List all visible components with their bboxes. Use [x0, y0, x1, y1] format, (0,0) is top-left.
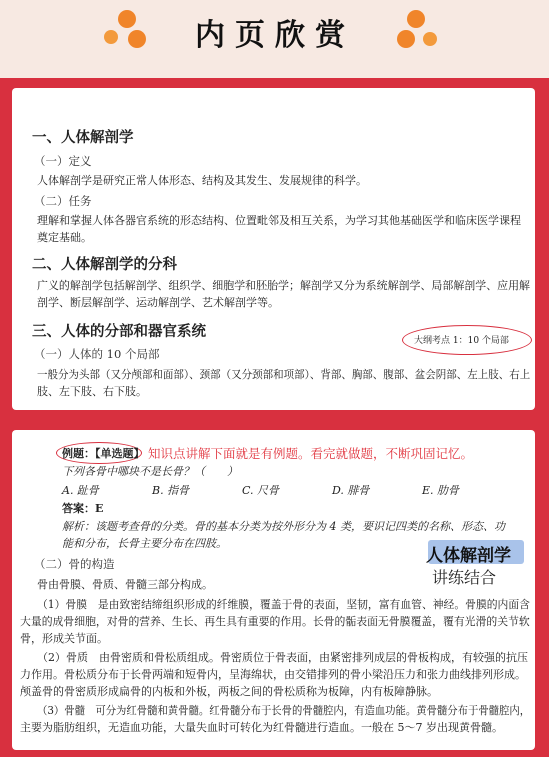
option-e: E. 肋骨: [422, 484, 460, 497]
regions-text-line1: 一般分为头部（又分颅部和面部）、颈部（又分颈部和项部）、背部、胸部、腹部、盆会阴部、左上肢、右上: [37, 368, 531, 381]
subsection-definition: （一）定义: [34, 154, 92, 168]
section-title-2: 二、人体解剖学的分科: [32, 256, 177, 273]
bone-intro: 骨由骨膜、骨质、骨髓三部分构成。: [37, 578, 213, 591]
question-text: 下列各骨中哪块不是长骨？（ ）: [62, 465, 238, 478]
answer-text: 答案：E: [62, 502, 104, 515]
decorative-dots-left: [100, 10, 160, 50]
page-title: 内页欣赏: [195, 18, 355, 53]
bone-substance-line3: 颅盖骨的骨密质形成扁骨的内板和外板，两板之间的骨松质称为板障，内有板障静脉。: [20, 685, 438, 698]
option-a: A. 趾骨: [62, 484, 99, 497]
exam-point-badge: 大纲考点 1：10 个局部: [414, 336, 509, 346]
periosteum-line2: 大量的成骨细胞，对骨的营养、生长、再生具有重要的作用。长骨的骺表面无骨膜覆盖，覆有光滑的关节软: [20, 615, 530, 628]
branches-text-line1: 广义的解剖学包括解剖学、组织学、细胞学和胚胎学；解剖学又分为系统解剖学、局部解剖学、应用解: [37, 279, 531, 292]
option-d: D. 腓骨: [332, 484, 370, 497]
option-b: B. 指骨: [152, 484, 190, 497]
definition-text: 人体解剖学是研究正常人体形态、结构及其发生、发展规律的科学。: [37, 174, 367, 187]
section-title-3: 三、人体的分部和器官系统: [32, 323, 206, 340]
analysis-line1: 解析：该题考查骨的分类。骨的基本分类为按外形分为 4 类，要识记四类的名称、形态、功: [62, 520, 505, 533]
task-text-line1: 理解和掌握人体各器官系统的形态结构、位置毗邻及相互关系，为学习其他基础医学和临床医学课程: [37, 214, 521, 227]
brand-title: 人体解剖学: [426, 546, 511, 566]
brand-subtitle: 讲练结合: [432, 568, 497, 587]
marrow-line2: 主要为脂肪组织，无造血功能，大量失血时可转化为红骨髓进行造血。一般在 5～7 岁出现黄骨髓。: [20, 721, 503, 734]
bone-substance-line1: （2）骨质 由骨密质和骨松质组成。骨密质位于骨表面，由紧密排列成层的骨板构成，有较强的抗压: [37, 651, 528, 664]
analysis-line2: 能和分布，长骨主要分布在四肢。: [62, 537, 227, 550]
marrow-line1: （3）骨髓 可分为红骨髓和黄骨髓。红骨髓分布于长骨的骨髓腔内，有造血功能。黄骨髓分布于骨髓腔内，: [37, 704, 531, 717]
subsection-ten-regions: （一）人体的 10 个局部: [34, 347, 160, 361]
regions-text-line2: 肢、左下肢、右下肢。: [37, 385, 147, 398]
option-c: C. 尺骨: [242, 484, 280, 497]
periosteum-line3: 骨，形成关节面。: [20, 632, 108, 645]
subsection-bone-structure: （二）骨的构造: [34, 557, 115, 571]
decorative-dots-right: [395, 10, 455, 50]
branches-text-line2: 剖学、断层解剖学、运动解剖学、艺术解剖学等。: [37, 296, 279, 309]
callout-text: 知识点讲解下面就是有例题。看完就做题，不断巩固记忆。: [148, 446, 474, 461]
page-header: [0, 0, 549, 78]
periosteum-line1: （1）骨膜 是由致密结缔组织形成的纤维膜，覆盖于骨的表面，坚韧，富有血管、神经。骨膜的内面含: [37, 598, 530, 611]
section-title-1: 一、人体解剖学: [32, 129, 134, 146]
example-label: 例题：【单选题】: [62, 447, 145, 460]
bone-substance-line2: 力作用。骨松质分布于长骨两端和短骨内，呈海绵状，由交错排列的骨小梁沿压力和张力曲线排列形成。: [20, 668, 526, 681]
task-text-line2: 奠定基础。: [37, 231, 92, 244]
subsection-task: （二）任务: [34, 194, 92, 208]
